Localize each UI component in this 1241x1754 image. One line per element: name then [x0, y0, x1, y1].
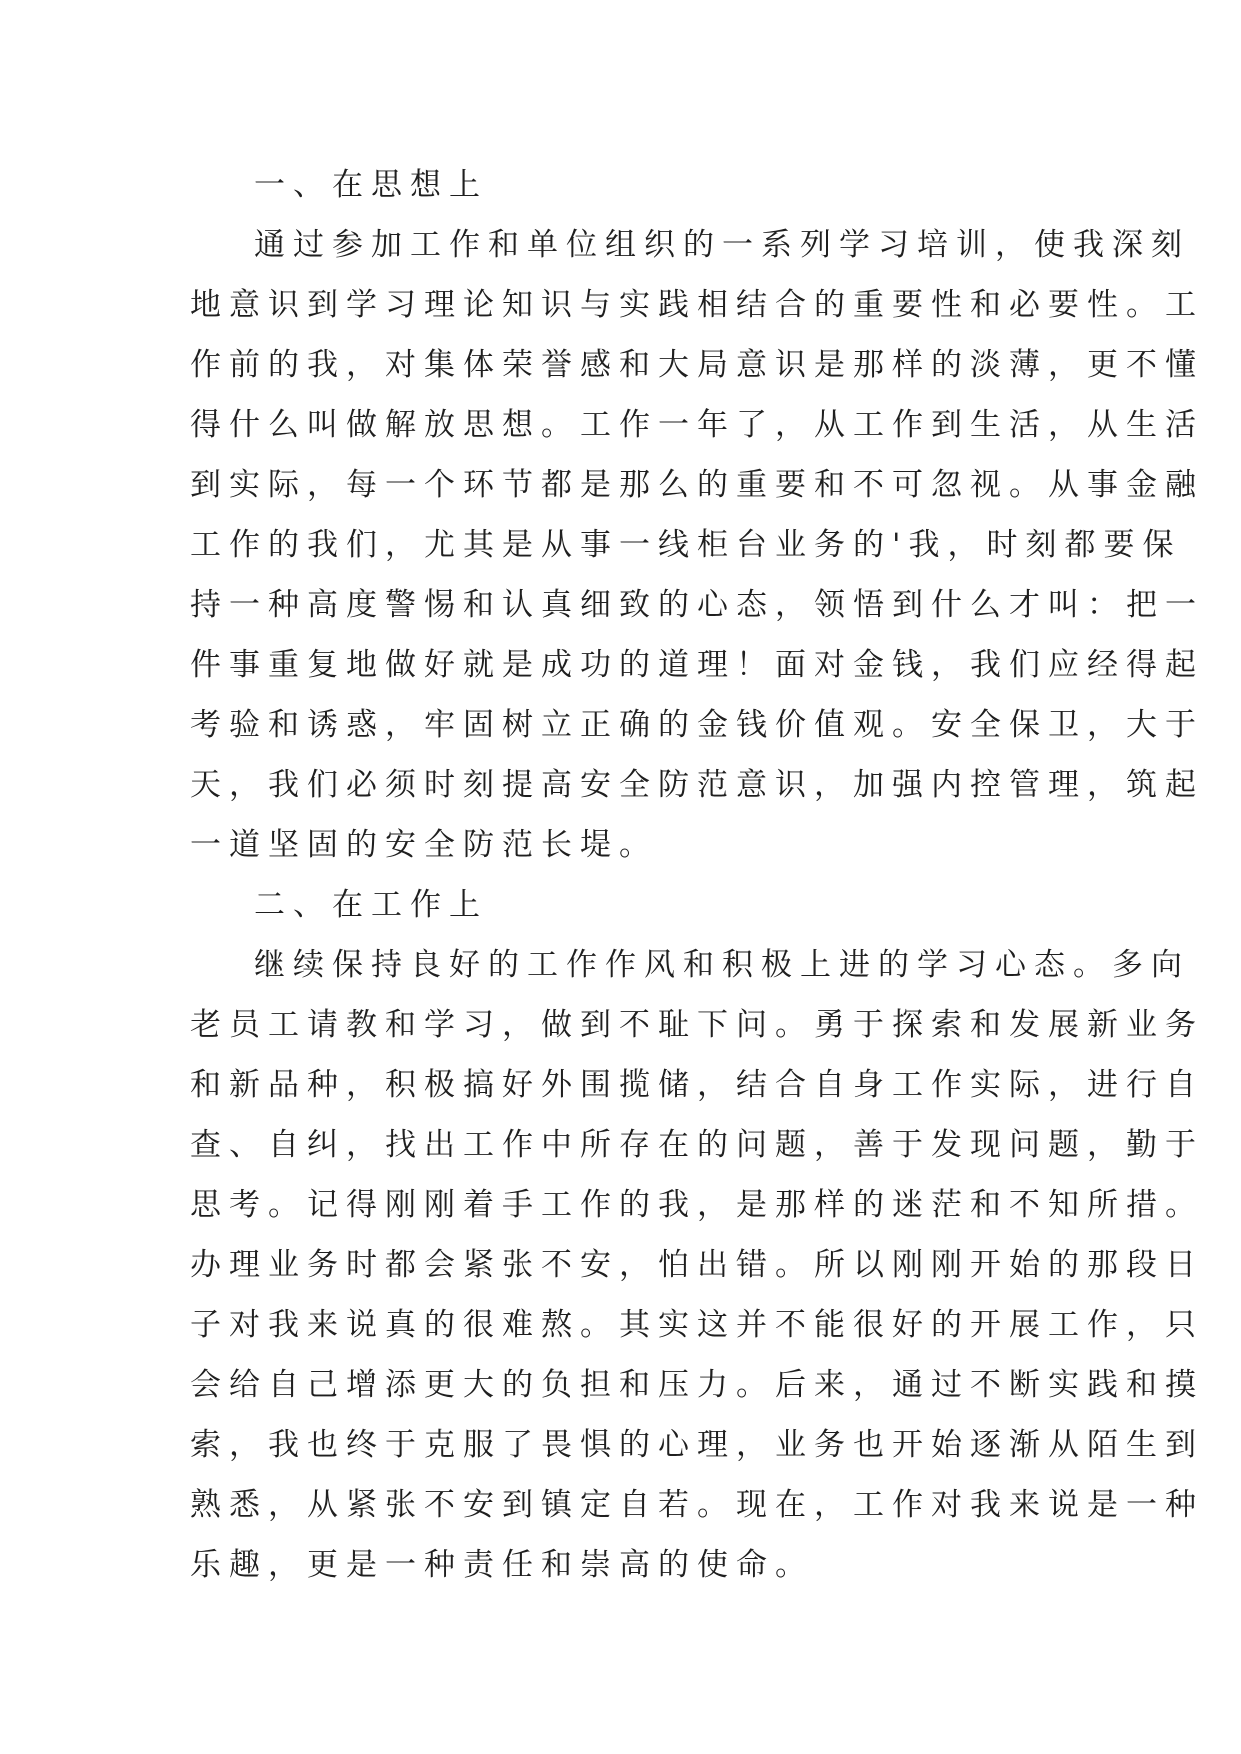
paragraph-line: 天，我们必须时刻提高安全防范意识，加强内控管理，筑起 — [190, 767, 1204, 803]
paragraph-line: 持一种高度警惕和认真细致的心态，领悟到什么才叫：把一 — [190, 587, 1204, 623]
paragraph-line: 得什么叫做解放思想。工作一年了，从工作到生活，从生活 — [190, 407, 1204, 443]
paragraph-line: 一道坚固的安全防范长堤。 — [190, 827, 658, 863]
paragraph-line: 索，我也终于克服了畏惧的心理，业务也开始逐渐从陌生到 — [190, 1427, 1204, 1463]
paragraph-line: 地意识到学习理论知识与实践相结合的重要性和必要性。工 — [190, 287, 1204, 323]
document-page — [190, 155, 1204, 1595]
paragraph-line: 作前的我，对集体荣誉感和大局意识是那样的淡薄，更不懂 — [190, 347, 1204, 383]
paragraph-line: 思考。记得刚刚着手工作的我，是那样的迷茫和不知所措。 — [190, 1187, 1204, 1223]
paragraph-line: 件事重复地做好就是成功的道理！面对金钱，我们应经得起 — [190, 647, 1204, 683]
paragraph-line: 查、自纠，找出工作中所存在的问题，善于发现问题，勤于 — [190, 1127, 1204, 1163]
section-heading: 二、在工作上 — [254, 887, 488, 923]
paragraph-line: 通过参加工作和单位组织的一系列学习培训，使我深刻 — [254, 227, 1190, 263]
paragraph-line: 熟悉，从紧张不安到镇定自若。现在，工作对我来说是一种 — [190, 1487, 1204, 1523]
section-heading: 一、在思想上 — [254, 167, 488, 203]
paragraph-line: 子对我来说真的很难熬。其实这并不能很好的开展工作，只 — [190, 1307, 1204, 1343]
paragraph-line: 会给自己增添更大的负担和压力。后来，通过不断实践和摸 — [190, 1367, 1204, 1403]
paragraph-line: 到实际，每一个环节都是那么的重要和不可忽视。从事金融 — [190, 467, 1204, 503]
paragraph-line: 和新品种，积极搞好外围揽储，结合自身工作实际，进行自 — [190, 1067, 1204, 1103]
paragraph-line: 继续保持良好的工作作风和积极上进的学习心态。多向 — [254, 947, 1190, 983]
paragraph-line: 老员工请教和学习，做到不耻下问。勇于探索和发展新业务 — [190, 1007, 1204, 1043]
paragraph-line: 工作的我们，尤其是从事一线柜台业务的'我，时刻都要保 — [190, 527, 1182, 563]
paragraph-line: 考验和诱惑，牢固树立正确的金钱价值观。安全保卫，大于 — [190, 707, 1204, 743]
paragraph-line: 办理业务时都会紧张不安，怕出错。所以刚刚开始的那段日 — [190, 1247, 1204, 1283]
paragraph-line: 乐趣，更是一种责任和崇高的使命。 — [190, 1547, 814, 1583]
